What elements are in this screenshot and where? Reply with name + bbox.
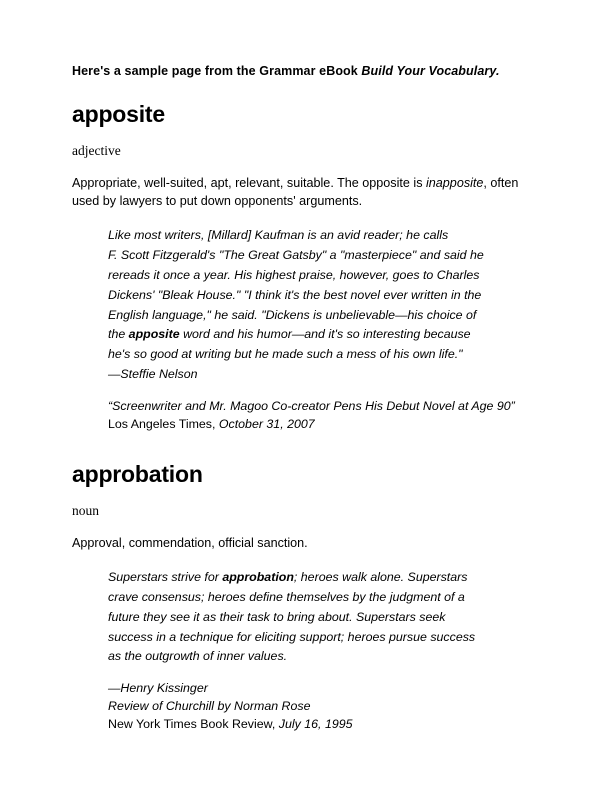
definition-apposite — [72, 175, 540, 211]
quote-line-with-bold-term — [108, 326, 540, 344]
intro-text-italic: Build Your Vocabulary. — [361, 64, 500, 78]
quote-line: Dickens' "Bleak House." "I think it's the best novel ever written in the — [108, 287, 482, 302]
quotation-block-approbation — [108, 569, 540, 666]
intro-paragraph — [72, 62, 540, 80]
source-publication-date: July 16, 1995 — [278, 716, 353, 731]
quote-line: crave consensus; heroes define themselves by the judgment of a — [108, 589, 465, 604]
quote-line1-prefix: Superstars strive for — [108, 569, 223, 584]
source-review-line — [108, 698, 540, 716]
definition-approbation: Approval, commendation, official sanction. — [72, 536, 308, 551]
quote-line1-suffix: ; heroes walk alone. Superstars — [293, 569, 468, 584]
quote-line: as the outgrowth of inner values. — [108, 649, 288, 664]
quote-bold-line-prefix: the — [108, 327, 129, 342]
quote-line: future they see it as their task to bring about. Superstars seek — [108, 609, 446, 624]
source-review-book-title: Churchill — [165, 699, 218, 714]
source-review-prefix: Review of — [108, 699, 166, 714]
definition-italic-term: inapposite — [426, 176, 484, 191]
source-citation-apposite — [108, 398, 540, 434]
definition-part1: Appropriate, well-suited, apt, relevant, suitable. The opposite is — [72, 176, 426, 191]
quote-bold-term: approbation — [222, 569, 294, 584]
quote-line: rereads it once a year. His highest praise, however, goes to Charles — [108, 267, 480, 282]
source-citation-approbation — [108, 680, 540, 734]
quote-line: F. Scott Fitzgerald's "The Great Gatsby" a "masterpiece" and said he — [108, 248, 484, 263]
quote-bold-line-suffix: word and his humor—and it's so interesting because — [179, 327, 471, 342]
definition-part2: , often used by lawyers to put down opponents' arguments. — [72, 176, 519, 209]
quote-line-with-bold-term — [108, 569, 540, 587]
part-of-speech-apposite: adjective — [72, 143, 121, 159]
quotation-block-apposite — [108, 227, 540, 384]
headword-approbation: approbation — [72, 460, 203, 487]
quote-line: English language," he said. "Dickens is unbelievable—his choice of — [108, 307, 477, 322]
quote-bold-term: apposite — [128, 327, 180, 342]
source-publication-name: Los Angeles Times, — [108, 416, 219, 431]
part-of-speech-approbation: noun — [72, 503, 99, 519]
dictionary-entry-apposite — [72, 102, 540, 434]
source-publication-date: October 31, 2007 — [218, 416, 315, 431]
intro-text-plain: Here's a sample page from the Grammar eBook — [72, 64, 362, 78]
source-publication — [108, 716, 540, 734]
quote-attribution-approbation: —Henry Kissinger — [108, 681, 208, 696]
source-title: “Screenwriter and Mr. Magoo Co-creator Pens His Debut Novel at Age 90” — [108, 399, 515, 414]
quote-attribution-apposite: —Steffie Nelson — [108, 367, 198, 382]
source-review-author: by Norman Rose — [217, 699, 311, 714]
dictionary-entry-approbation — [72, 462, 540, 734]
headword-apposite: apposite — [72, 101, 165, 128]
source-publication-name: New York Times Book Review, — [108, 716, 279, 731]
quote-line: success in a technique for eliciting support; heroes pursue success — [108, 629, 476, 644]
quote-line: Like most writers, [Millard] Kaufman is an avid reader; he calls — [108, 228, 449, 243]
source-publication — [108, 416, 540, 434]
quote-line: he's so good at writing but he made such a mess of his own life." — [108, 347, 463, 362]
